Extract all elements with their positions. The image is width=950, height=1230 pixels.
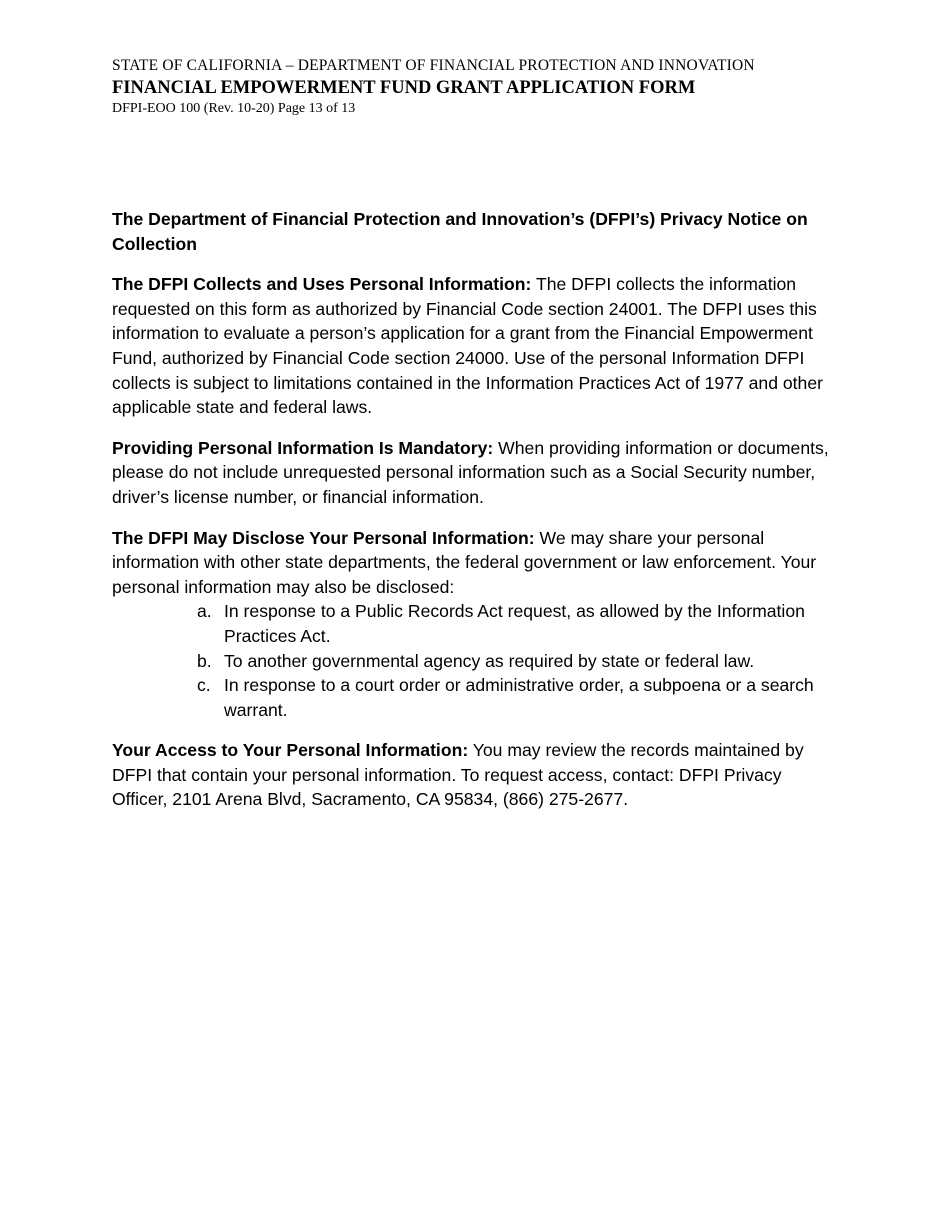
collects-paragraph — [112, 272, 838, 420]
form-number: DFPI-EOO 100 (Rev. 10-20) Page 13 of 13 — [112, 101, 356, 116]
form-header — [112, 56, 872, 118]
mandatory-paragraph — [112, 436, 838, 510]
notice-title: The Department of Financial Protection and Innovation’s (DFPI’s) Privacy Notice on Collection — [112, 209, 808, 254]
list-marker: b. — [197, 650, 212, 671]
access-paragraph — [112, 738, 838, 812]
disclose-paragraph — [112, 526, 838, 600]
list-marker: a. — [197, 601, 212, 622]
list-item-text: To another governmental agency as required by state or federal law. — [224, 650, 755, 671]
disclose-heading: The DFPI May Disclose Your Personal Information: — [112, 527, 535, 548]
collects-heading: The DFPI Collects and Uses Personal Information: — [112, 274, 532, 295]
disclose-text: We may share your personal information with other state departments, the federal government or law enforcement. Your personal information may also be disclosed: — [112, 527, 817, 597]
list-item-text: In response to a Public Records Act request, as allowed by the Information Practices Act. — [224, 601, 805, 646]
disclosure-list — [112, 599, 838, 722]
list-item-text: In response to a court order or administrative order, a subpoena or a search warrant. — [224, 675, 814, 720]
form-title: FINANCIAL EMPOWERMENT FUND GRANT APPLICATION FORM — [112, 78, 696, 98]
mandatory-text: When providing information or documents, please do not include unrequested personal information such as a Social Security number, driver’s license number, or financial information. — [112, 437, 829, 507]
list-item — [112, 673, 838, 722]
list-item — [112, 649, 838, 674]
access-text: You may review the records maintained by DFPI that contain your personal information. To request access, contact: DFPI Privacy Officer, 2101 Arena Blvd, Sacramento, CA 95834, (866) 275-2677. — [112, 740, 804, 810]
list-item — [112, 599, 838, 648]
access-heading: Your Access to Your Personal Information: — [112, 740, 469, 761]
agency-name: STATE OF CALIFORNIA – DEPARTMENT OF FINANCIAL PROTECTION AND INNOVATION — [112, 57, 755, 74]
list-marker: c. — [197, 675, 211, 696]
collects-text: The DFPI collects the information requested on this form as authorized by Financial Code section 24001. The DFPI uses this information to evaluate a person’s application for a grant from the Financial Empowerment Fund, authorized by Financial Code section 24000. Use of the personal Information DFPI collects is subject to limitations contained in the Information Practices Act of 1977 and other applicable state and federal laws. — [112, 274, 823, 418]
privacy-notice — [112, 207, 838, 828]
mandatory-heading: Providing Personal Information Is Mandatory: — [112, 437, 494, 458]
